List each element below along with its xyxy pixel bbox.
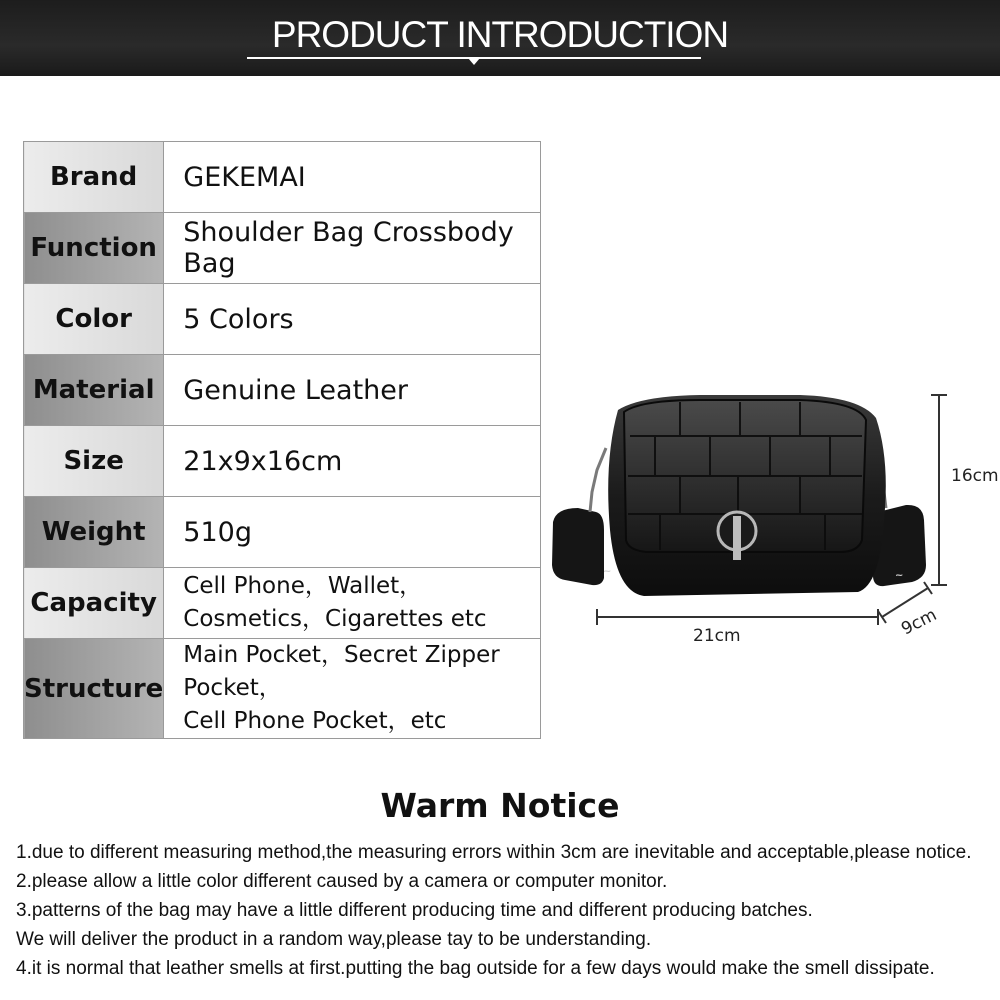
spec-row-structure (24, 639, 541, 739)
spec-value (164, 639, 541, 739)
spec-row-color (24, 284, 541, 355)
spec-value (164, 568, 541, 639)
spec-value: GEKEMAI (164, 142, 541, 213)
spec-row-size (24, 426, 541, 497)
notice-title: Warm Notice (380, 786, 620, 825)
page-title: PRODUCT INTRODUCTION (271, 14, 729, 55)
spec-value-line: Main Pocket，Secret Zipper Pocket， (183, 642, 500, 701)
notice-item: 1.due to different measuring method,the measuring errors within 3cm are inevitable and acceptable,please notice. (16, 842, 972, 863)
width-label: 21cm (693, 626, 741, 646)
spec-label: Structure (24, 639, 164, 739)
bag-image (552, 395, 926, 596)
height-dimension (931, 395, 947, 585)
width-dimension (597, 609, 878, 625)
spec-table (23, 141, 541, 739)
svg-text:~: ~ (895, 570, 904, 581)
spec-row-weight (24, 497, 541, 568)
svg-text:~: ~ (603, 566, 612, 577)
height-label: 16cm (951, 466, 999, 486)
spec-value-line: Cosmetics，Cigarettes etc (183, 606, 487, 632)
spec-row-brand (24, 142, 541, 213)
notice-list (16, 838, 971, 983)
header-banner (0, 0, 1000, 76)
spec-label: Brand (24, 142, 164, 213)
spec-value: 21x9x16cm (164, 426, 541, 497)
notice-item: We will deliver the product in a random way,please tay to be understanding. (16, 929, 652, 950)
spec-value-line: Cell Phone，Wallet， (183, 573, 423, 599)
spec-value: Genuine Leather (164, 355, 541, 426)
spec-label: Size (24, 426, 164, 497)
spec-row-capacity (24, 568, 541, 639)
notice-item: 3.patterns of the bag may have a little different producing time and different producing batches. (16, 900, 813, 921)
product-dimension-illustration (545, 380, 1000, 650)
spec-row-material (24, 355, 541, 426)
spec-label: Material (24, 355, 164, 426)
spec-label: Color (24, 284, 164, 355)
spec-label: Capacity (24, 568, 164, 639)
spec-row-function (24, 213, 541, 284)
spec-value: 510g (164, 497, 541, 568)
depth-label: 9cm (898, 604, 941, 640)
spec-value-line: Cell Phone Pocket，etc (183, 708, 447, 734)
notice-item: 2.please allow a little color different caused by a camera or computer monitor. (16, 871, 668, 892)
spec-label: Function (24, 213, 164, 284)
spec-value: 5 Colors (164, 284, 541, 355)
notice-item: 4.it is normal that leather smells at first.putting the bag outside for a few days would make the smell dissipate. (16, 958, 935, 979)
spec-label: Weight (24, 497, 164, 568)
spec-value: Shoulder Bag Crossbody Bag (164, 213, 541, 284)
title-pointer (468, 58, 480, 65)
